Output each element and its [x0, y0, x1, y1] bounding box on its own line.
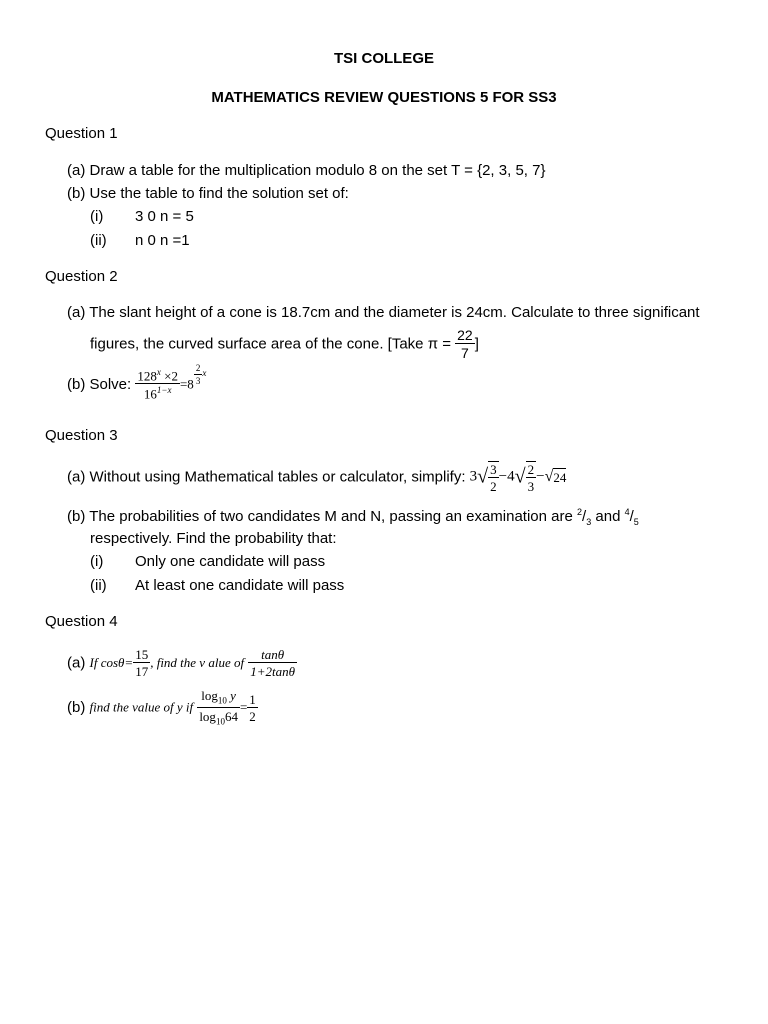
q4b-den-val: 64: [224, 708, 238, 724]
pi-fraction: [455, 328, 475, 360]
q4b-log-fraction: [197, 689, 240, 726]
q3a-op2: −: [536, 468, 545, 485]
q4-part-b-label: (b): [67, 699, 86, 717]
q4a-find-text: , find the v alue of: [150, 655, 245, 670]
q4b-num-var: y: [226, 688, 236, 703]
q3-part-a: [67, 461, 566, 493]
q4b-den-sub: 10: [215, 716, 225, 727]
q2b-den-base: 16: [143, 386, 157, 402]
q4b-text: find the value of y if: [89, 699, 194, 715]
q1-item-ii-label: (ii): [90, 232, 107, 249]
q4a-cos-den: 17: [135, 664, 149, 679]
q2-part-a-line2: [90, 328, 479, 360]
question-2-heading: Question 2: [45, 268, 118, 285]
q4a-cos-fraction: [133, 648, 150, 678]
q4b-log-num: [197, 689, 240, 708]
q4-part-b: [67, 689, 258, 726]
q4b-half-den: 2: [249, 708, 256, 724]
close-bracket: ]: [474, 335, 479, 353]
q4b-half-num: 1: [249, 691, 256, 707]
q1-part-a: (a) Draw a table for the multiplication modulo 8 on the set T = {2, 3, 5, 7}: [67, 162, 546, 179]
q2b-rhs-exp-num: 2: [195, 363, 201, 373]
q4a-if-text: If cosθ=: [89, 655, 134, 670]
q1-item-i-label: (i): [90, 208, 104, 225]
document-title: MATHEMATICS REVIEW QUESTIONS 5 FOR SS3: [211, 89, 557, 106]
p1-numerator: 2: [577, 507, 583, 517]
q3a-radical-1: √ $\frac{3}{2}$: [477, 462, 497, 494]
q3b-text: (b) The probabilities of two candidates M and N, passing an examination are: [67, 508, 573, 525]
question-3-heading: Question 3: [45, 427, 118, 444]
q2b-den-exp: 1−x: [156, 385, 172, 396]
q3-item-ii-label: (ii): [90, 577, 107, 594]
q2-part-a-text: figures, the curved surface area of the cone. [Take π =: [90, 335, 451, 353]
and-word: and: [595, 508, 621, 525]
p2-denominator: 5: [633, 517, 639, 527]
q3-item-i-text: Only one candidate will pass: [135, 553, 326, 570]
q4b-num-log: log: [201, 688, 218, 703]
q4b-equals: =: [239, 699, 248, 715]
q2b-denominator: [135, 384, 180, 400]
q2b-fraction: [135, 368, 180, 401]
q3-part-b-line1: (b) The probabilities of two candidates M and N, passing an examination are $^2/_3$ and $^4/_5$: [67, 507, 639, 527]
q4a-cos-num: 15: [135, 647, 149, 662]
q3a-radical-3: √24: [544, 468, 567, 485]
p2-numerator: 4: [624, 507, 630, 517]
question-4-heading: Question 4: [45, 613, 118, 630]
q3a-op1: −4: [498, 468, 515, 485]
q3a-coef1: 3: [469, 468, 478, 485]
q4b-log-den: [197, 708, 240, 727]
college-name: TSI COLLEGE: [333, 50, 434, 67]
q2b-rhs-base: =8: [179, 376, 194, 392]
q4-part-a: [67, 648, 297, 678]
q2b-rhs-exp-den: 3: [195, 376, 201, 386]
q4-part-a-label: (a): [67, 654, 86, 672]
q1-part-b: (b) Use the table to find the solution set of:: [67, 185, 349, 202]
q4a-tan-den: 1+2tanθ: [250, 664, 296, 679]
q3-part-a-text: (a) Without using Mathematical tables or calculator, simplify:: [67, 468, 466, 486]
q3-item-i-label: (i): [90, 553, 104, 570]
q2-part-a-line1: (a) The slant height of a cone is 18.7cm and the diameter is 24cm. Calculate to three significant: [67, 304, 700, 321]
q1-item-i-text: 3 0 n = 5: [135, 208, 194, 225]
q4b-num-sub: 10: [217, 695, 227, 706]
q3a-f1-den: 2: [490, 479, 497, 494]
q2b-rhs-exp-var: x: [202, 368, 207, 378]
q3-item-ii-text: At least one candidate will pass: [135, 577, 345, 594]
q2-part-b-label: (b) Solve:: [67, 375, 132, 393]
pi-denominator: 7: [461, 345, 469, 361]
q4b-half-fraction: [247, 693, 258, 723]
q2b-num-rest: ×2: [160, 368, 178, 384]
p1-denominator: 3: [586, 517, 592, 527]
pi-numerator: 22: [457, 327, 473, 343]
q3a-f1-num: 3: [490, 462, 497, 477]
q3a-radical-2: √ $\frac{2}{3}$: [514, 462, 535, 494]
question-1-heading: Question 1: [45, 125, 118, 142]
q3a-rad3-value: 24: [553, 470, 567, 485]
q3a-f2-num: 2: [527, 462, 535, 477]
q4a-tan-num: tanθ: [248, 648, 297, 663]
q4a-tan-fraction: [248, 648, 297, 678]
q2b-numerator: [135, 368, 180, 384]
q3a-f2-den: 3: [527, 479, 535, 494]
q2-part-b: [67, 363, 207, 402]
q2b-num-base: 128: [137, 368, 157, 384]
q4b-den-log: log: [199, 708, 216, 724]
q2b-num-exp: x: [156, 367, 161, 377]
q1-item-ii-text: n 0 n =1: [135, 232, 190, 249]
q3-part-b-line2: respectively. Find the probability that:: [90, 530, 337, 547]
